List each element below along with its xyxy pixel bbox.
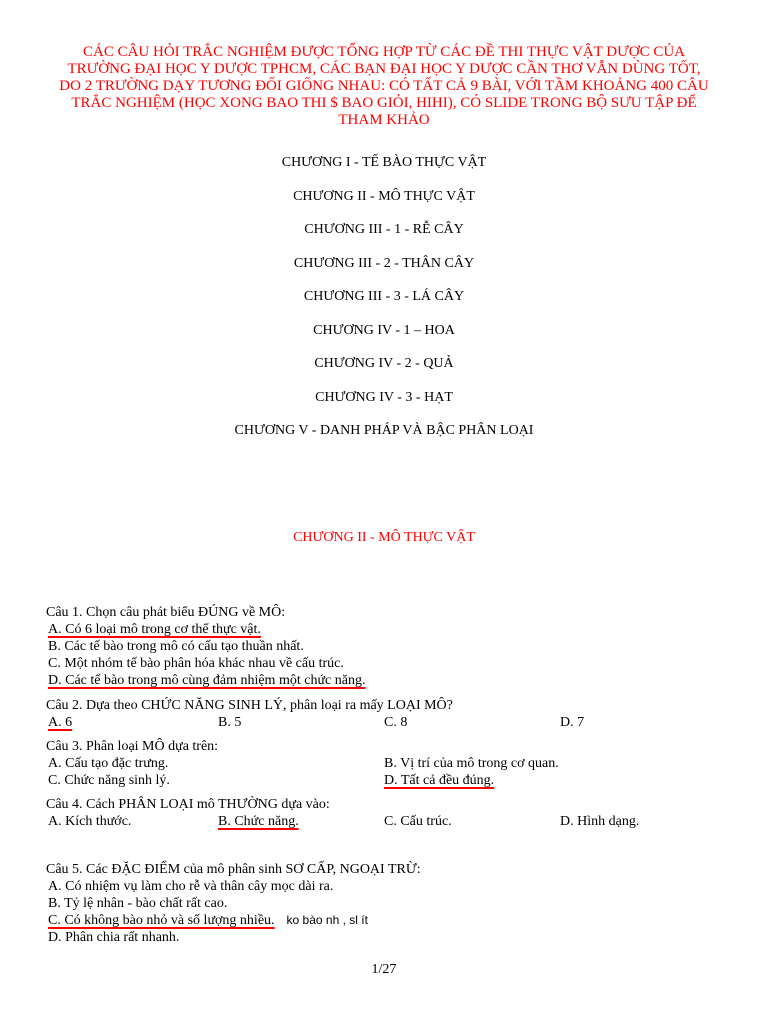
toc-item: CHƯƠNG III - 2 - THÂN CÂY [293,255,475,271]
option-c: C. Chức năng sinh lý. [48,773,170,788]
toc-item: CHƯƠNG V - DANH PHÁP VÀ BẬC PHÂN LOẠI [234,423,534,438]
question-5 [46,861,726,946]
question-4 [46,796,726,830]
option-b-correct: B. Chức năng. [218,814,299,829]
toc-item: CHƯƠNG I - TẾ BÀO THỰC VẬT [281,155,487,170]
option-c-correct: C. Có không bào nhỏ và số lượng nhiều. [48,913,275,928]
section-title: CHƯƠNG II - MÔ THỰC VẬT [293,530,475,545]
question-2 [46,697,726,731]
toc-item: CHƯƠNG IV - 1 – HOA [313,322,455,338]
toc-item: CHƯƠNG III - 3 - LÁ CÂY [303,289,465,304]
option-b: B. Vị trí của mô trong cơ quan. [384,756,559,771]
option-c: C. Một nhóm tế bào phân hóa khác nhau về cấu trúc. [48,656,344,671]
option-b: B. 5 [218,715,242,730]
question-stem: Câu 2. Dựa theo CHỨC NĂNG SINH LÝ, phân loại ra mấy LOẠI MÔ? [46,698,453,713]
option-d: D. Hình dạng. [560,814,640,829]
question-stem: Câu 4. Cách PHÂN LOẠI mô THƯỜNG dựa vào: [46,797,330,812]
option-a-correct: A. Có 6 loại mô trong cơ thể thực vật. [48,622,261,637]
page-number: 1/27 [371,962,397,977]
option-a-correct: A. 6 [48,715,73,730]
option-a: A. Có nhiệm vụ làm cho rễ và thân cây mọc dài ra. [48,879,334,894]
option-d-correct: D. Tất cả đều đúng. [384,773,495,788]
question-3 [46,738,726,789]
toc-item: CHƯƠNG IV - 3 - HẠT [315,389,453,405]
option-d: D. 7 [560,715,585,730]
option-a: A. Kích thước. [48,814,132,829]
intro-paragraph: CÁC CÂU HỎI TRẮC NGHIỆM ĐƯỢC TỔNG HỢP TỪ CÁC ĐỀ THI THỰC VẬT DƯỢC CỦA TRƯỜNG ĐẠI HỌC Y DƯỢC TPHCM, CÁC BẠN ĐẠI HỌC Y DƯỢC CẦN THƠ VẪN DÙNG TỐT, DO 2 TRƯỜNG DẠY TƯƠNG ĐỐI GIỐNG NHAU: CÓ TẤT CẢ 9 BÀI, VỚI TẦM KHOẢNG 400 CÂU TRẮC NGHIỆM (HỌC XONG BAO THI $ BAO GIỎI, HIHI), CÓ SLIDE TRONG BỘ SƯU TẬP ĐỂ THAM KHẢO [59,44,709,128]
question-stem: Câu 5. Các ĐẶC ĐIỂM của mô phân sinh SƠ CẤP, NGOẠI TRỪ: [46,862,421,877]
option-d-correct: D. Các tế bào trong mô cùng đảm nhiệm một chức năng. [48,673,366,688]
option-b: B. Các tế bào trong mô có cấu tạo thuần nhất. [48,639,304,654]
option-c: C. Cấu trúc. [384,814,452,829]
table-of-contents [0,146,768,448]
option-d: D. Phân chia rất nhanh. [48,930,180,945]
toc-item: CHƯƠNG IV - 2 - QUẢ [314,356,454,371]
question-stem: Câu 3. Phân loại MÔ dựa trên: [46,739,219,754]
option-a: A. Cấu tạo đặc trưng. [48,756,169,771]
option-c: C. 8 [384,715,408,730]
question-stem: Câu 1. Chọn câu phát biểu ĐÚNG về MÔ: [46,605,286,620]
toc-item: CHƯƠNG III - 1 - RỄ CÂY [304,222,464,237]
handwritten-note: ko bào nh , sl ít [286,913,368,927]
question-1 [46,604,726,689]
option-b: B. Tỷ lệ nhân - bào chất rất cao. [48,896,228,911]
toc-item: CHƯƠNG II - MÔ THỰC VẬT [293,188,475,204]
